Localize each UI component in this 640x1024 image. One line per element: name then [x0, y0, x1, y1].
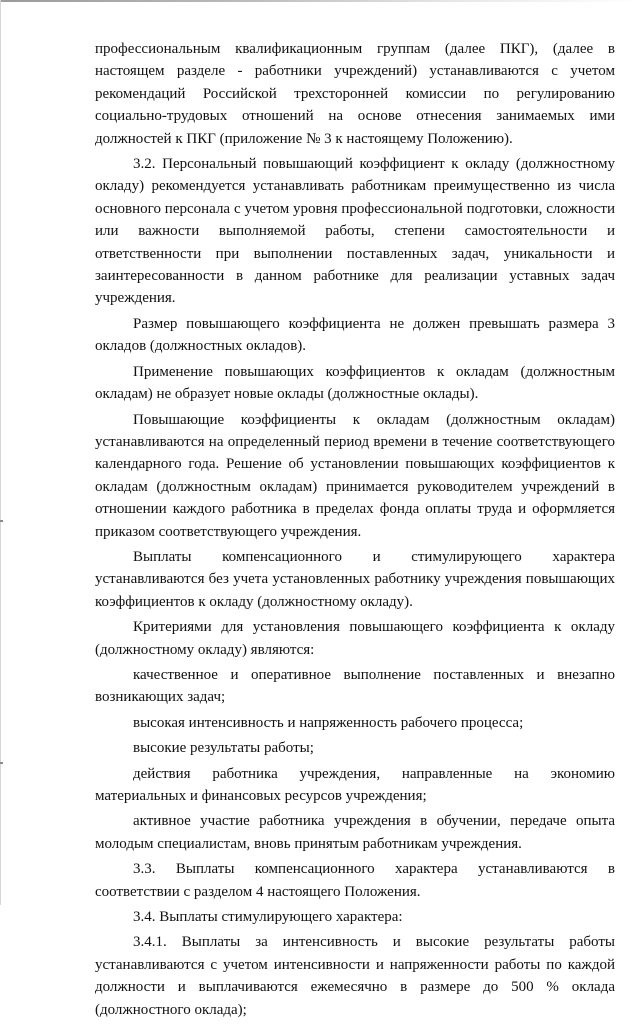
criteria-item: высокие результаты работы; — [133, 740, 314, 757]
paragraph-pkg-intro: профессиональным квалификационным группам (далее ПКГ), (далее в настоящем разделе - работники учреждений) устанавливаются с учетом рекомендаций Российской трехсторонней комиссии по регулированию социально-трудовых отношений на основе отнесения занимаемых ими должностей к ПКГ (приложение № 3 к настоящему Положению). — [95, 41, 615, 147]
scan-edge-left — [0, 0, 1, 905]
paragraph-3-4: 3.4. Выплаты стимулирующего характера: — [133, 909, 403, 926]
document-body — [95, 38, 615, 1024]
criteria-item: качественное и оперативное выполнение поставленных и внезапно возникающих задач; — [95, 666, 615, 706]
paragraph-no-new-salaries: Применение повышающих коэффициентов к окладам (должностным окладам) не образует новые оклады (должностные оклады). — [95, 363, 615, 403]
scan-mark — [0, 762, 3, 764]
criteria-item: высокая интенсивность и напряженность рабочего процесса; — [133, 714, 524, 731]
criteria-item: действия работника учреждения, направленные на экономию материальных и финансовых ресурсов учреждения; — [95, 765, 615, 804]
paragraph-3-4-1: 3.4.1. Выплаты за интенсивность и высокие результаты работы устанавливаются с учетом интенсивности и напряженности работы по каждой должности и выплачиваются ежемесячно в размере до 500 % оклада (должностного оклада); — [95, 934, 615, 1018]
paragraph-3-3: 3.3. Выплаты компенсационного характера устанавливаются в соответствии с разделом 4 настоящего Положения. — [95, 861, 615, 900]
paragraph-coefficient-period: Повышающие коэффициенты к окладам (должностным окладам) устанавливаются на определенный период времени в течение соответствующего календарного года. Решение об установлении повышающих коэффициентов к окладам (должностным окладам) принимается руководителем учреждений в отношении каждого работника в пределах фонда оплаты труда и оформляется приказом соответствующего учреждения. — [95, 411, 615, 540]
scan-edge-top — [0, 0, 640, 2]
paragraph-coefficient-limit: Размер повышающего коэффициента не должен превышать размера 3 окладов (должностных окладов). — [95, 315, 615, 355]
criteria-item: активное участие работника учреждения в обучении, передаче опыта молодым специалистам, вновь принятым работникам учреждения. — [95, 813, 615, 852]
paragraph-payments-exclusion: Выплаты компенсационного и стимулирующего характера устанавливаются без учета установленных работнику учреждения повышающих коэффициентов к окладу (должностному окладу). — [95, 548, 615, 610]
paragraph-criteria-heading: Критериями для установления повышающего коэффициента к окладу (должностному окладу) являются: — [95, 619, 615, 658]
scan-mark — [0, 520, 3, 522]
paragraph-3-2: 3.2. Персональный повышающий коэффициент к окладу (должностному окладу) рекомендуется устанавливать работникам преимущественно из числа основного персонала с учетом уровня профессиональной подготовки, сложности или важности выполняемой работы, степени самостоятельности и ответственности при выполнении поставленных задач, уникальности и заинтересованности в данном работнике для реализации уставных задач учреждения. — [95, 156, 615, 307]
